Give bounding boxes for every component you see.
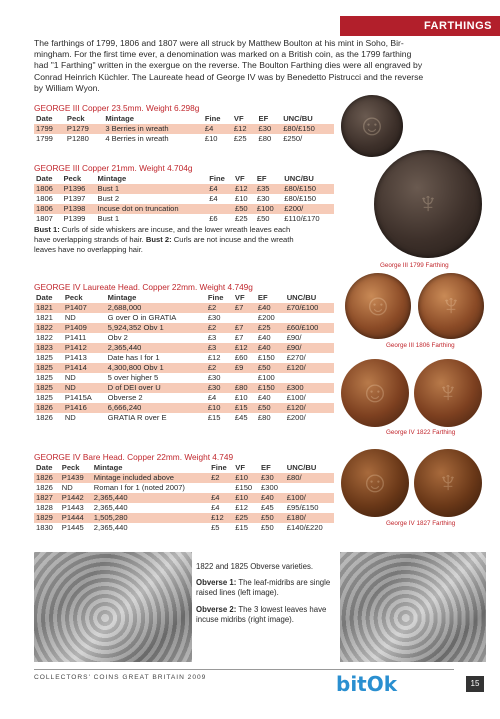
section-title: GEORGE III Copper 23.5mm. Weight 6.298g [34, 103, 200, 113]
table-row [34, 523, 334, 533]
column-header: Mintage [107, 293, 137, 302]
price-table [34, 174, 334, 224]
table-cell: £12 [235, 503, 248, 512]
footer-divider [34, 669, 454, 670]
table-cell: £10 [233, 473, 259, 483]
table-cell: £30 [206, 383, 233, 393]
table-cell: £300 [285, 383, 334, 393]
table-cell: £15 [207, 413, 221, 422]
table-row [34, 513, 334, 523]
table-header-row [34, 174, 334, 184]
coin-1799-reverse: ♆ [374, 150, 482, 258]
note-text: have overlapping strands of hair. [34, 235, 146, 244]
obverse2-text: The 3 lowest leaves have incuse midribs (right image). [196, 604, 327, 624]
table-cell: 1826 [34, 473, 60, 483]
table-cell: £3 [206, 343, 233, 353]
table-cell: 2,365,440 [93, 523, 128, 532]
table-cell: £30 [207, 373, 221, 382]
table-row [34, 393, 334, 403]
column-header: VF [235, 463, 245, 472]
table-cell: P1444 [60, 513, 92, 523]
table-cell: £80/ [285, 473, 334, 483]
intro-line: by William Wyon. [34, 82, 100, 93]
table-row [34, 343, 334, 353]
table-cell: 1822 [34, 323, 63, 333]
table-cell: P1414 [63, 363, 106, 373]
price-table [34, 293, 334, 423]
table-cell [207, 204, 233, 214]
table-cell: £150 [256, 383, 285, 393]
table-cell: £80/£150 [281, 124, 334, 134]
table-cell: £10 [234, 194, 248, 203]
table-row [34, 124, 334, 134]
table-cell: £95/£150 [286, 503, 319, 512]
table-cell: £15 [233, 403, 256, 413]
table-cell: £45 [234, 413, 248, 422]
table-cell: £10 [206, 403, 233, 413]
table-row [34, 323, 334, 333]
table-cell: 1799 [36, 134, 53, 143]
table-cell: 5 over higher 5 [107, 373, 159, 382]
table-cell [285, 483, 334, 493]
table-cell: £2 [206, 363, 233, 373]
table-cell: P1396 [61, 184, 95, 194]
column-header: EF [256, 174, 267, 183]
table-cell: £7 [234, 333, 244, 342]
table-cell [233, 373, 256, 383]
table-cell: Bust 1 [96, 184, 208, 194]
table-cell: £2 [206, 323, 233, 333]
column-header: Date [36, 293, 53, 302]
table-cell: £10 [234, 393, 248, 402]
table-cell: ND [64, 373, 76, 382]
table-cell: £4 [211, 503, 220, 512]
table-cell: £7 [233, 323, 256, 333]
table-cell: £30 [256, 194, 270, 203]
table-row [34, 313, 334, 323]
footer-publication: COLLECTORS' COINS GREAT BRITAIN 2009 [34, 674, 207, 681]
table-cell: 1,505,280 [92, 513, 209, 523]
table-row [34, 403, 334, 413]
table-cell: £4 [207, 184, 233, 194]
table-cell: Obverse 2 [107, 393, 143, 402]
table-cell: £250/ [283, 134, 303, 143]
table-cell: GRATIA R over E [107, 413, 167, 422]
table-cell: 2,365,440 [106, 343, 206, 353]
variety-obverse2 [196, 605, 334, 625]
table-cell: £110/£170 [284, 214, 320, 223]
column-header: UNC/BU [284, 174, 314, 183]
table-cell: £40 [259, 493, 285, 503]
table-cell: £60 [234, 353, 248, 362]
table-row [34, 353, 334, 363]
table-cell: 1806 [36, 194, 53, 203]
variety-description [196, 562, 334, 631]
price-table [34, 114, 334, 144]
table-cell: £90/ [286, 333, 302, 342]
table-row [34, 473, 334, 483]
table-cell [285, 373, 334, 383]
table-cell: £4 [203, 124, 232, 134]
table-cell: £7 [233, 303, 256, 313]
price-section-george3-1799 [34, 103, 334, 144]
table-cell: £30 [257, 124, 282, 134]
table-cell [209, 483, 233, 493]
table-cell: 5,924,352 Obv 1 [106, 323, 206, 333]
table-cell: £15 [235, 523, 248, 532]
column-header: UNC/BU [286, 463, 317, 472]
table-cell: 1807 [36, 214, 53, 223]
table-cell: P1399 [63, 214, 86, 223]
column-header: Date [36, 174, 53, 183]
obverse2-label: Obverse 2: [196, 604, 237, 614]
column-header: EF [257, 293, 268, 302]
table-cell: £40 [256, 343, 285, 353]
table-cell: £12 [207, 353, 221, 362]
table-row [34, 363, 334, 373]
table-cell: 1829 [34, 513, 60, 523]
table-cell: £60/£100 [285, 323, 334, 333]
table-cell: £140/£220 [286, 523, 323, 532]
table-cell: £100/ [286, 393, 306, 402]
column-header: Date [36, 463, 53, 472]
table-cell: Roman I for 1 (noted 2007) [93, 483, 185, 492]
table-cell: £270/ [286, 353, 306, 362]
table-cell: £12 [233, 343, 256, 353]
table-cell: £3 [207, 333, 217, 342]
column-header: VF [233, 114, 244, 123]
intro-line: Conrad Heinrich Küchler. The Laureate head of George IV was by Benedetto Pistrucci and the reverse [34, 71, 424, 82]
note-label: Bust 2: [145, 235, 172, 244]
table-cell: £200/ [286, 413, 306, 422]
table-row [34, 194, 334, 204]
table-cell: £50 [256, 363, 285, 373]
table-cell: ND [64, 413, 76, 422]
table-cell: 1825 [36, 393, 53, 402]
table-cell: 1821 [36, 313, 53, 322]
bust-note [34, 225, 334, 255]
table-cell: 1806 [34, 184, 61, 194]
table-cell: Bust 1 [97, 214, 120, 223]
table-row [34, 204, 334, 214]
intro-line: The farthings of 1799, 1806 and 1807 were all struck by Matthew Boulton at his mint in Soho, Bir- [34, 38, 404, 48]
table-cell: 1825 [34, 383, 63, 393]
note-text: Curls are not incuse and the wreath [171, 235, 294, 244]
table-cell: P1415A [64, 393, 92, 402]
column-header: VF [234, 174, 245, 183]
table-cell: Obv 2 [107, 333, 128, 342]
table-cell [233, 313, 256, 323]
caption-1806: George III 1806 Farthing [386, 342, 455, 349]
obverse1-closeup-image [34, 552, 192, 662]
price-table [34, 463, 334, 533]
table-cell: P1398 [61, 204, 95, 214]
obverse1-text: The leaf-midribs are single raised lines (left image). [196, 578, 331, 598]
table-cell: £4 [207, 393, 217, 402]
table-cell: £50 [261, 523, 274, 532]
column-header: Fine [204, 114, 221, 123]
table-cell: P1443 [61, 503, 84, 512]
page-number: 15 [466, 676, 484, 692]
table-cell: £45 [261, 503, 274, 512]
table-cell: G over O in GRATIA [107, 313, 177, 322]
table-cell: 1825 [36, 373, 53, 382]
price-section-george4-laureate [34, 282, 334, 423]
column-header: Mintage [93, 463, 123, 472]
table-cell: £40 [256, 303, 285, 313]
table-cell: £120/ [285, 363, 334, 373]
table-cell: £50 [233, 204, 255, 214]
column-header: Fine [207, 293, 224, 302]
note-text: Curls of side whiskers are incuse, and the lower wreath leaves each [59, 225, 291, 234]
table-cell: 1826 [34, 403, 63, 413]
note-text: leaves have no overlapping hair. [34, 245, 143, 254]
table-cell: £150 [235, 483, 253, 492]
table-cell: P1416 [63, 403, 106, 413]
column-header: Peck [64, 293, 83, 302]
table-cell [285, 313, 334, 323]
table-cell: 6,666,240 [106, 403, 206, 413]
table-row [34, 503, 334, 513]
table-row [34, 373, 334, 383]
table-cell: P1407 [63, 303, 106, 313]
table-cell: P1397 [63, 194, 86, 203]
table-cell: 1822 [36, 333, 53, 342]
table-cell: £50 [256, 403, 285, 413]
column-header: EF [258, 114, 269, 123]
table-cell: £25 [234, 214, 248, 223]
intro-line: mingham. For the first time ever, a denomination was marked on a British coin, as the 1799 farthing [34, 49, 412, 60]
table-cell: 3 Berries in wreath [103, 124, 203, 134]
table-cell: £30 [207, 313, 221, 322]
table-cell: ND [64, 313, 76, 322]
obverse1-label: Obverse 1: [196, 578, 237, 588]
table-row [34, 303, 334, 313]
table-cell: £200/ [282, 204, 334, 214]
column-header: Mintage [97, 174, 127, 183]
table-row [34, 413, 334, 423]
column-header: Peck [63, 174, 82, 183]
table-row [34, 483, 334, 493]
column-header: EF [261, 463, 271, 472]
table-cell: 2,365,440 [93, 503, 128, 512]
column-header: UNC/BU [286, 293, 317, 302]
table-cell: 1826 [36, 413, 53, 422]
table-cell: £100 [255, 204, 282, 214]
table-cell: ND [61, 483, 73, 492]
table-cell: £35 [255, 184, 282, 194]
table-cell: £12 [233, 184, 255, 194]
section-title: GEORGE III Copper 21mm. Weight 4.704g [34, 163, 193, 173]
watermark-logo: bitOk [336, 672, 398, 696]
table-cell: £12 [232, 124, 257, 134]
table-header-row [34, 293, 334, 303]
table-cell: £200 [257, 313, 275, 322]
table-cell: £2 [206, 303, 233, 313]
variety-heading: 1822 and 1825 Obverse varieties. [196, 562, 314, 571]
variety-obverse1 [196, 578, 334, 598]
table-cell: £4 [209, 493, 233, 503]
column-header: Date [36, 114, 53, 123]
table-cell: 1825 [34, 363, 63, 373]
table-cell: Date has I for 1 [107, 353, 160, 362]
column-header: VF [234, 293, 245, 302]
table-row [34, 333, 334, 343]
table-cell: £40 [257, 333, 271, 342]
table-cell: £40 [257, 393, 271, 402]
table-cell: Bust 2 [97, 194, 120, 203]
table-cell: £100/ [285, 493, 334, 503]
table-cell: £80 [257, 413, 271, 422]
column-header: Peck [61, 463, 80, 472]
intro-line: had "1 Farthing" written in the exergue on the reverse. The Boulton Farthing dies were all engraved by [34, 60, 423, 71]
table-cell: £9 [233, 363, 256, 373]
table-cell: 1826 [36, 483, 53, 492]
table-cell: £80/£150 [282, 184, 334, 194]
table-cell: £5 [211, 523, 220, 532]
table-cell: D of DEI over U [106, 383, 206, 393]
table-cell: 2,688,000 [106, 303, 206, 313]
table-cell: Incuse dot on truncation [96, 204, 208, 214]
table-cell: £300 [261, 483, 278, 492]
table-cell: P1439 [60, 473, 92, 483]
coin-1806-obverse: ☺ [345, 273, 411, 339]
section-title: GEORGE IV Bare Head. Copper 22mm. Weight 4.749 [34, 452, 234, 462]
table-cell: P1409 [63, 323, 106, 333]
table-cell: 2,365,440 [92, 493, 209, 503]
table-cell: £30 [259, 473, 285, 483]
coin-1822-reverse: ♆ [414, 359, 482, 427]
column-header: UNC/BU [283, 114, 313, 123]
table-cell: 4 Berries in wreath [105, 134, 169, 143]
coin-1827-obverse: ☺ [341, 449, 409, 517]
caption-1822: George IV 1822 Farthing [386, 429, 456, 436]
table-cell: 1825 [36, 353, 53, 362]
table-cell: £25 [256, 323, 285, 333]
table-cell: £80/£150 [284, 194, 316, 203]
table-cell: £6 [209, 214, 218, 223]
table-row [34, 383, 334, 393]
table-cell: 1830 [36, 523, 53, 532]
coin-1827-reverse: ♆ [414, 449, 482, 517]
table-cell: 1828 [36, 503, 53, 512]
caption-1799: George III 1799 Farthing [380, 262, 449, 269]
caption-1827: George IV 1827 Farthing [386, 520, 456, 527]
table-cell: 1799 [34, 124, 65, 134]
table-cell: £100 [257, 373, 275, 382]
table-cell: 1823 [34, 343, 63, 353]
coin-1822-obverse: ☺ [341, 359, 409, 427]
price-section-george4-bare [34, 452, 334, 533]
table-cell: £2 [209, 473, 233, 483]
table-cell: Mintage included above [92, 473, 209, 483]
column-header: Mintage [105, 114, 135, 123]
table-cell: £180/ [285, 513, 334, 523]
obverse2-closeup-image [340, 552, 486, 662]
table-row [34, 493, 334, 503]
table-cell: £120/ [285, 403, 334, 413]
table-header-row [34, 463, 334, 473]
table-cell: ND [63, 383, 106, 393]
table-row [34, 184, 334, 194]
column-header: Peck [66, 114, 85, 123]
table-cell: £70/£100 [285, 303, 334, 313]
table-cell: £12 [209, 513, 233, 523]
table-cell: P1413 [64, 353, 87, 362]
table-cell: 1821 [34, 303, 63, 313]
table-cell: £90/ [285, 343, 334, 353]
table-cell: 1806 [34, 204, 61, 214]
table-cell: P1279 [65, 124, 103, 134]
table-cell: £50 [256, 214, 270, 223]
table-cell: £10 [233, 493, 259, 503]
section-title: GEORGE IV Laureate Head. Copper 22mm. Weight 4.749g [34, 282, 253, 292]
table-cell: P1280 [66, 134, 89, 143]
table-header-row [34, 114, 334, 124]
note-label: Bust 1: [34, 225, 60, 234]
price-section-george3-1806 [34, 163, 334, 255]
table-cell: £10 [204, 134, 218, 143]
table-row [34, 134, 334, 144]
coin-1799-obverse: ☺ [341, 95, 403, 157]
table-cell: P1445 [61, 523, 84, 532]
intro-paragraph [34, 38, 482, 94]
table-cell: £25 [233, 513, 259, 523]
table-cell: £150 [257, 353, 275, 362]
table-cell: 4,300,800 Obv 1 [106, 363, 206, 373]
table-cell: £80 [258, 134, 272, 143]
column-header: Fine [211, 463, 227, 472]
table-cell: £25 [233, 134, 247, 143]
table-cell: £80 [233, 383, 256, 393]
table-cell: P1411 [64, 333, 87, 342]
table-cell: P1412 [63, 343, 106, 353]
table-row [34, 214, 334, 224]
table-cell: 1827 [34, 493, 60, 503]
coin-1806-reverse: ♆ [418, 273, 484, 339]
column-header: Fine [209, 174, 225, 183]
section-banner: FARTHINGS [340, 16, 500, 36]
table-cell: £50 [259, 513, 285, 523]
table-cell: £4 [209, 194, 218, 203]
table-cell: P1442 [60, 493, 92, 503]
